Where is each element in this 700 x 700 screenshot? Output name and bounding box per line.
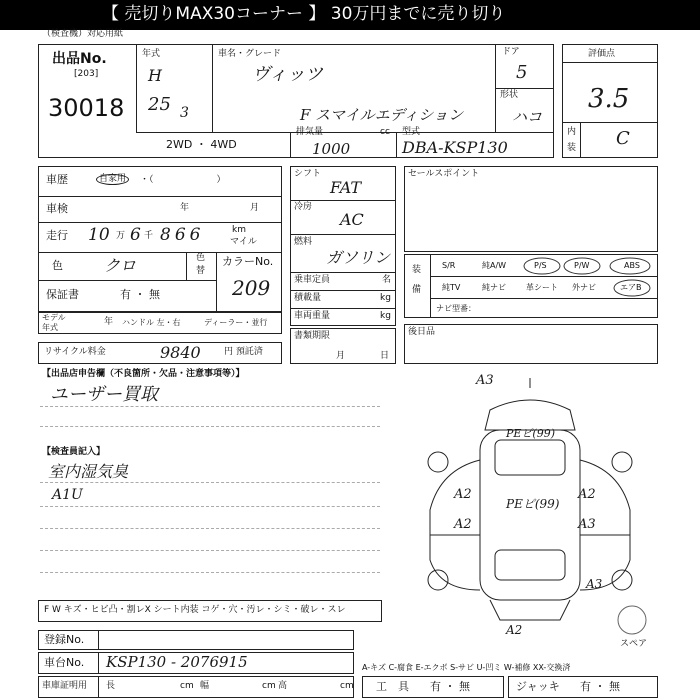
diagram-mark-top: A3 (476, 373, 494, 388)
color-change-2: 替 (196, 266, 206, 276)
jack-value: 有 ・ 無 (580, 680, 620, 693)
year-era: H (148, 66, 162, 85)
displacement-unit: cc (380, 127, 390, 137)
mileage-unit-km: km (232, 225, 246, 235)
equip-ext-navi: 外ナビ (572, 283, 596, 292)
ac-value: AC (340, 210, 364, 229)
load-label: 積載量 (294, 293, 322, 303)
interior-value: C (616, 128, 630, 149)
tools-label: 工 具 (376, 680, 409, 693)
warranty-value: 有 ・ 無 (120, 288, 160, 301)
mileage-unit-mile: マイル (230, 237, 257, 247)
color-code-value: 209 (232, 276, 271, 300)
model-year-label-1: モデル (42, 313, 66, 322)
seller-notes-value: ユーザー買取 (50, 384, 158, 405)
equip-airbag: エアB (620, 283, 642, 292)
mileage-man: 万 (116, 231, 126, 241)
chassis-label: 車台No. (44, 656, 85, 669)
cert-width-unit: cm (262, 681, 276, 691)
cert-width: 幅 (200, 681, 210, 691)
history-private: 自家用 (96, 174, 129, 185)
cert-length-unit: cm (180, 681, 194, 691)
diagram-right-rear: A3 (578, 517, 596, 532)
tools-value: 有 ・ 無 (430, 680, 470, 693)
history-rest: ・（ ） (140, 175, 226, 185)
mileage-sen: 千 (144, 231, 154, 241)
year-month: 3 (180, 105, 189, 121)
warranty-label: 保証書 (46, 288, 79, 301)
interior-label-1: 内 (567, 127, 577, 137)
jack-label: ジャッキ (516, 680, 560, 693)
model-code-label: 型式 (402, 127, 421, 137)
recycle-value: 9840 (160, 343, 201, 362)
model-year-label-2: 年式 (42, 323, 58, 332)
capacity-label: 乗車定員 (294, 275, 331, 285)
model-code-value: DBA-KSP130 (402, 138, 508, 157)
doors-value: 5 (516, 62, 528, 83)
grade-value: F スマイルエディション (300, 106, 464, 124)
mileage-ten-thousand: 10 (88, 225, 110, 245)
diagram-right-front: A2 (578, 487, 596, 502)
doc-deadline-month: 月 (336, 351, 346, 361)
score-value: 3.5 (588, 84, 630, 114)
model-name-label: 車名・グレード (218, 49, 282, 59)
recycle-label: リサイクル料金 (44, 347, 106, 357)
spare-label: スペア (620, 639, 648, 649)
equip-abs: ABS (624, 261, 640, 270)
recycle-unit: 円 預託済 (224, 347, 263, 357)
cert-length: 長 (106, 681, 116, 691)
drive-type: 2WD ・ 4WD (166, 138, 237, 151)
later-date-label: 後日品 (408, 327, 436, 337)
mileage-label: 走行 (46, 229, 68, 242)
registration-row (38, 630, 354, 650)
model-name-value: ヴィッツ (252, 64, 323, 85)
history-label: 車歴 (46, 173, 68, 186)
diagram-bottom: A2 (506, 623, 523, 637)
inspection-label: 車検 (46, 202, 68, 215)
doc-deadline-label: 書類期限 (294, 331, 331, 341)
equipment-label-1: 装 (412, 265, 422, 275)
equip-ps: P/S (534, 261, 547, 270)
registration-label: 登録No. (44, 633, 85, 646)
color-change-1: 色 (196, 253, 206, 263)
doors-label: ドア (502, 47, 520, 57)
inspector-notes-line1: 室内湿気臭 (48, 462, 129, 481)
damage-code-legend: A-キズ C-腐食 E-エクボ S-サビ U-凹ミ W-補修 XX-交換済 (362, 663, 571, 672)
cert-height-unit: cm (340, 681, 354, 691)
color-value: クロ (104, 256, 137, 275)
banner-title: 【 売切りMAX30コーナー 】 30万円までに売り切り (102, 4, 506, 24)
later-date-box (404, 324, 658, 364)
diagram-left-rear: A2 (454, 517, 472, 532)
inspector-notes-line2: A1U (52, 487, 83, 503)
cert-height: 高 (278, 681, 288, 691)
fuel-label: 燃料 (294, 237, 313, 247)
equipment-circles (404, 254, 658, 318)
equip-leather: 革シート (526, 283, 558, 292)
weight-label: 車両重量 (294, 311, 331, 321)
seller-notes-label: 【出品店申告欄（不良箇所・欠品・注意事項等）】 (42, 369, 245, 379)
model-year-year: 年 (104, 317, 114, 327)
lot-number: 30018 (48, 94, 125, 122)
shape-value: ハコ (512, 108, 543, 126)
load-unit: kg (380, 293, 391, 303)
inspector-notes-label: 【検査員記入】 (42, 447, 106, 457)
chassis-value: KSP130 - 2076915 (106, 653, 248, 671)
year-value: 25 (148, 94, 171, 115)
equipment-label-2: 備 (412, 285, 422, 295)
lot-small-box: [203] (74, 69, 99, 79)
displacement-value: 1000 (312, 140, 351, 158)
color-code-label: カラーNo. (222, 255, 274, 268)
equip-navi: 純ナビ (482, 283, 506, 292)
inspection-year: 年 (180, 203, 190, 213)
equip-sr: S/R (442, 261, 456, 270)
equip-pw: P/W (574, 261, 590, 270)
shape-label: 形状 (500, 90, 519, 100)
diagram-left-front: A2 (454, 487, 472, 502)
shift-label: シフト (294, 169, 322, 179)
lot-label: 出品No. (52, 51, 107, 67)
mileage-rest: 866 (160, 225, 205, 245)
score-label: 評価点 (588, 49, 616, 59)
year-label: 年式 (142, 49, 161, 59)
diagram-right-low: A3 (586, 577, 603, 591)
weight-unit: kg (380, 311, 391, 321)
diagram-body: PEピ(99) (506, 497, 560, 511)
interior-label-2: 装 (567, 143, 577, 153)
model-year-dealer: ディーラー・並行 (204, 318, 268, 327)
color-label: 色 (52, 259, 63, 272)
damage-legend-text: F W キズ・ヒビ凸・割レX シート内装 コゲ・穴・汚レ・シミ・破レ・スレ (44, 605, 346, 615)
cert-label: 車庫証明用 (42, 681, 88, 691)
doc-deadline-day: 日 (380, 351, 390, 361)
diagram-roof: PEピ(99) (506, 427, 556, 440)
mileage-thousands: 6 (130, 225, 141, 245)
top-note: （検査機）対応用紙 (42, 29, 124, 39)
equip-aw: 純A/W (482, 261, 507, 270)
sales-point-label: セールスポイント (408, 169, 480, 179)
capacity-unit: 名 (382, 275, 392, 285)
ac-label: 冷房 (294, 202, 313, 212)
equip-tv: 純TV (442, 283, 461, 292)
inspection-month: 月 (250, 203, 260, 213)
displacement-label: 排気量 (296, 127, 324, 137)
header-banner (0, 0, 700, 30)
fuel-value: ガソリン (326, 248, 391, 267)
model-year-handle: ハンドル 左・右 (122, 318, 181, 327)
shift-value: FAT (330, 178, 362, 197)
equip-navi-model: ナビ型番： (436, 304, 476, 313)
